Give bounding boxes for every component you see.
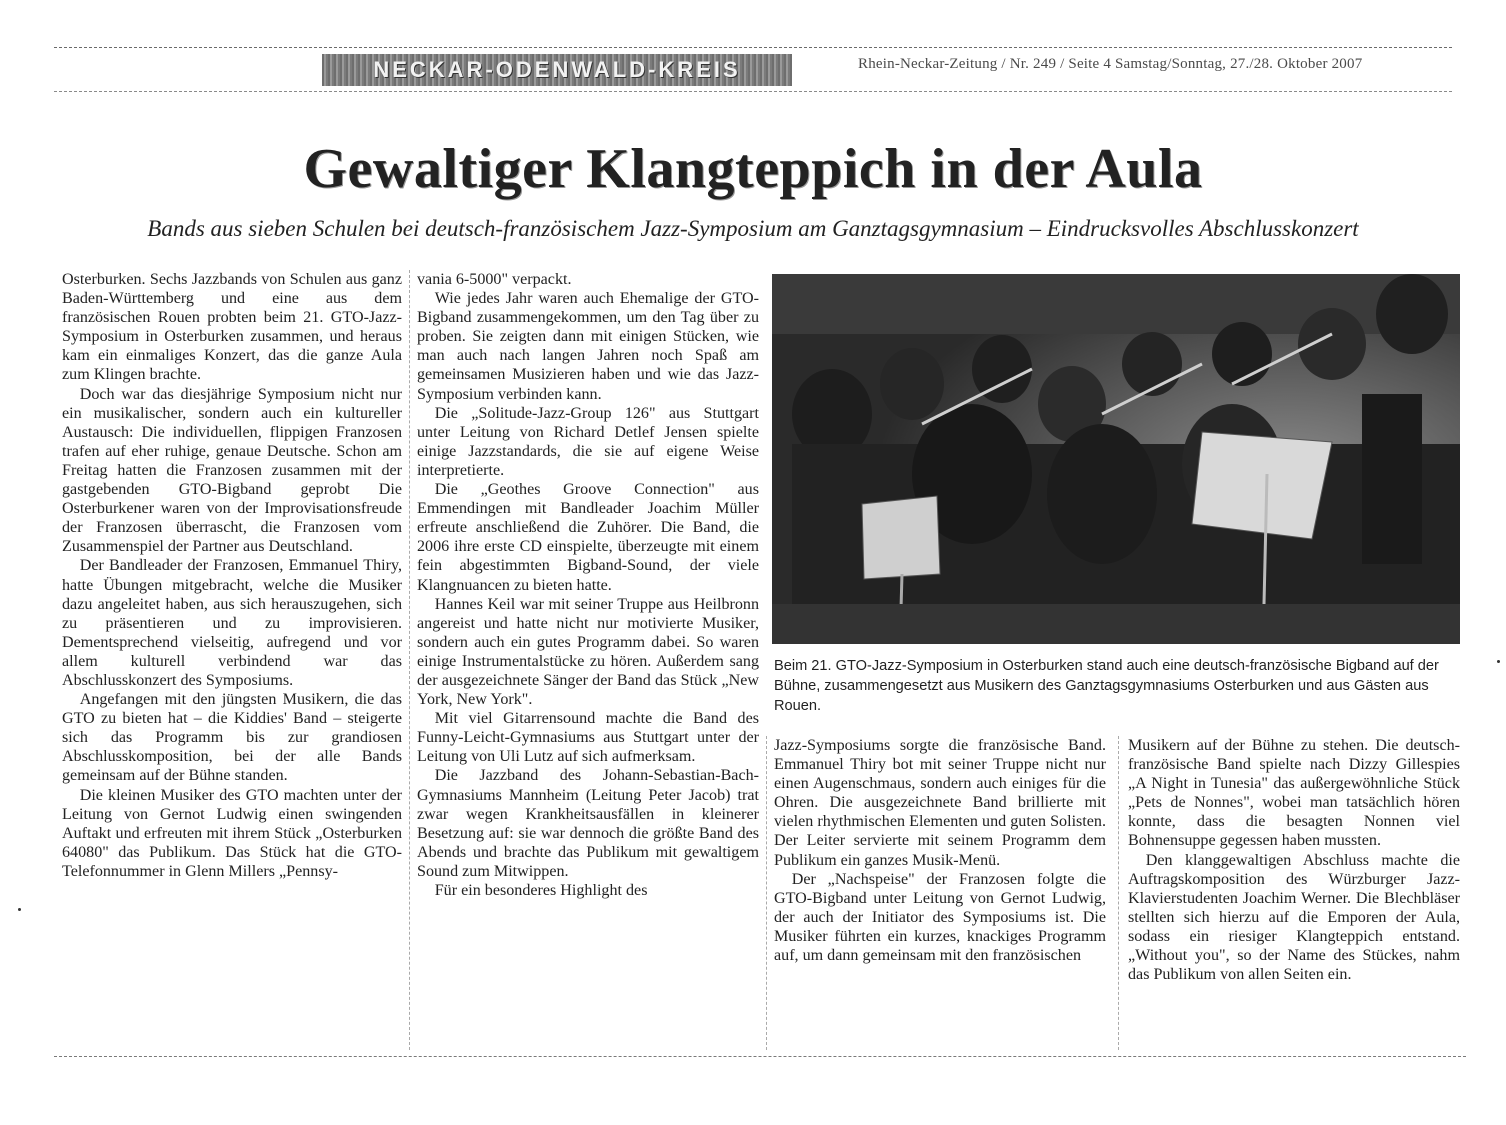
- scan-speck: [18, 908, 21, 911]
- paragraph: Für ein besonderes Highlight des: [434, 882, 648, 899]
- text-column-3: [774, 736, 1106, 965]
- paragraph: Osterburken. Sechs Jazzbands von Schulen aus ganz Baden-Württemberg und eine aus dem französischen Rouen probten beim 21. GTO-Jazz-Symposium in Osterburken zusammen, und heraus kam ein einmaliges Konzert, das die ganze Aula zum Klingen brachte.: [62, 271, 402, 384]
- column-divider: [1118, 736, 1119, 1050]
- paragraph: Jazz-Symposiums sorgte die französische Band. Emmanuel Thiry bot mit seiner Truppe nicht nur einen Augenschmaus, sondern auch einiges für die Ohren. Die ausgezeichnete Band brillierte mit vielen rhythmischen Elementen und guten Solisten. Der Leiter servierte mit seinem Programm dem Publikum ein ganzes Musik-Menü.: [774, 737, 1106, 869]
- section-banner: [322, 54, 792, 86]
- paragraph: Die „Solitude-Jazz-Group 126" aus Stuttgart unter Leitung von Richard Detlef Jensen spielte einige Jazzstandards, die sie auf eigene Weise interpretierte.: [417, 404, 759, 479]
- paragraph: Der „Nachspeise" der Franzosen folgte die GTO-Bigband unter Leitung von Gernot Ludwig, der auch der Initiator des Symposiums ist. Die Musiker führten ein kurzes, knackiges Programm auf, um dann gemeinsam mit den französischen: [774, 870, 1106, 965]
- paragraph: Den klanggewaltigen Abschluss machte die Auftragskomposition des Würzburger Jazz-Klavierstudenten Joachim Werner. Die Blechbläser stellten sich hierzu auf die Emporen der Aula, sodass ein riesiger Klangteppich entstand. „Without you", so der Name des Stückes, nahm das Publikum von allen Seiten ein.: [1128, 851, 1460, 984]
- column-divider: [409, 270, 410, 1050]
- paragraph: Angefangen mit den jüngsten Musikern, die das GTO zu bieten hat – die Kiddies' Band – steigerte sich das Programm bis zur grandiosen Abschlusskomposition, bei der alle Bands gemeinsam auf der Bühne standen.: [62, 691, 402, 785]
- paragraph: Wie jedes Jahr waren auch Ehemalige der GTO-Bigband zusammengekommen, um den Tag über zu proben. Sie zeigten dann mit einigen Stücken, wie man auch nach langen Jahren noch Spaß am gemeinsamen Musizieren haben und wie das Jazz-Symposium verbinden kann.: [417, 290, 759, 403]
- article-subheadline: Bands aus sieben Schulen bei deutsch-französischem Jazz-Symposium am Ganztagsgymnasium – Eindrucksvolles Abschlusskonzert: [147, 216, 1359, 241]
- paragraph: vania 6-5000" verpackt.: [417, 271, 572, 288]
- text-column-4: [1128, 736, 1460, 984]
- section-title: NECKAR-ODENWALD-KREIS: [373, 57, 741, 82]
- bigband-photo: [772, 274, 1460, 644]
- text-column-2: [417, 270, 759, 900]
- paragraph: Die Jazzband des Johann-Sebastian-Bach-Gymnasiums Mannheim (Leitung Peter Jacob) trat zwar wegen Krankheitsausfällen in kleinerer Besetzung auf: sie war dennoch die größte Band des Abends und brachte das Publikum mit gewaltigem Sound zum Mitwippen.: [417, 767, 759, 880]
- paragraph: Musikern auf der Bühne zu stehen. Die deutsch-französische Band spielte nach Dizzy Gillespies „A Night in Tunesia" das außergewöhnliche Stück „Pets de Nonnes", wobei man tatsächlich hören konnte, dass die besagten Nonnen viel Bohnensuppe gegessen haben mussten.: [1128, 737, 1460, 850]
- footer-rule: [54, 1056, 1466, 1057]
- scan-speck: [1497, 660, 1500, 663]
- text-column-1: [62, 270, 402, 881]
- paragraph: Die „Geothes Groove Connection" aus Emmendingen mit Bandleader Joachim Müller erfreute anschließend die Zuhörer. Die Band, die 2006 ihre erste CD einspielte, überzeugte mit einem fein abgestimmten Bigband-Sound, der viele Klangnuancen zu bieten hatte.: [417, 481, 759, 594]
- header-rule-lower: [54, 91, 1452, 92]
- article-headline: Gewaltiger Klangteppich in der Aula: [303, 138, 1203, 200]
- paragraph: Hannes Keil war mit seiner Truppe aus Heilbronn angereist und hatte nicht nur motivierte Musiker, sondern auch ein gutes Programm dabei. So waren einige Instrumentalstücke zu hören. Außerdem sang der ausgezeichnete Sänger der Band das Stück „New York, New York".: [417, 595, 759, 709]
- paragraph: Die kleinen Musiker des GTO machten unter der Leitung von Gernot Ludwig einen swingenden Auftakt und erfreuten mit ihrem Stück „Osterburken 64080" das Publikum. Das Stück hat die GTO-Telefonnummer in Glenn Millers „Pennsy-: [62, 786, 402, 880]
- paragraph: Mit viel Gitarrensound machte die Band des Funny-Leicht-Gymnasiums aus Stuttgart unter der Leitung von Uli Lutz auf sich aufmerksam.: [417, 710, 759, 766]
- photo-caption: Beim 21. GTO-Jazz-Symposium in Osterburken stand auch eine deutsch-französische Bigband auf der Bühne, zusammengesetzt aus Musikern des Ganztagsgymnasiums Osterburken und aus Gästen aus Rouen.: [774, 658, 1439, 714]
- paragraph: Doch war das diesjährige Symposium nicht nur ein musikalischer, sondern auch ein kultureller Austausch: Die individuellen, flippigen Franzosen trafen auf eher ruhige, genaue Deutsche. Schon am Freitag hatten die Franzosen zusammen mit der gastgebenden GTO-Bigband geprobt Die Osterburkener waren von der Improvisationsfreude der Franzosen überrascht, die Franzosen vom Zusammenspiel der Partner aus Deutschland.: [62, 385, 402, 556]
- header-rule: [54, 47, 1452, 48]
- paragraph: Der Bandleader der Franzosen, Emmanuel Thiry, hatte Übungen mitgebracht, welche die Musiker dazu angeleitet haben, aus sich herauszugehen, sich zu präsentieren und zu improvisieren. Dementsprechend vielseitig, aufregend und vor allem kulturell verbindend war das Abschlusskonzert des Symposiums.: [62, 557, 402, 689]
- masthead-line: Rhein-Neckar-Zeitung / Nr. 249 / Seite 4 Samstag/Sonntag, 27./28. Oktober 2007: [858, 56, 1363, 72]
- photo-image: [772, 274, 1460, 644]
- column-divider: [766, 736, 767, 1050]
